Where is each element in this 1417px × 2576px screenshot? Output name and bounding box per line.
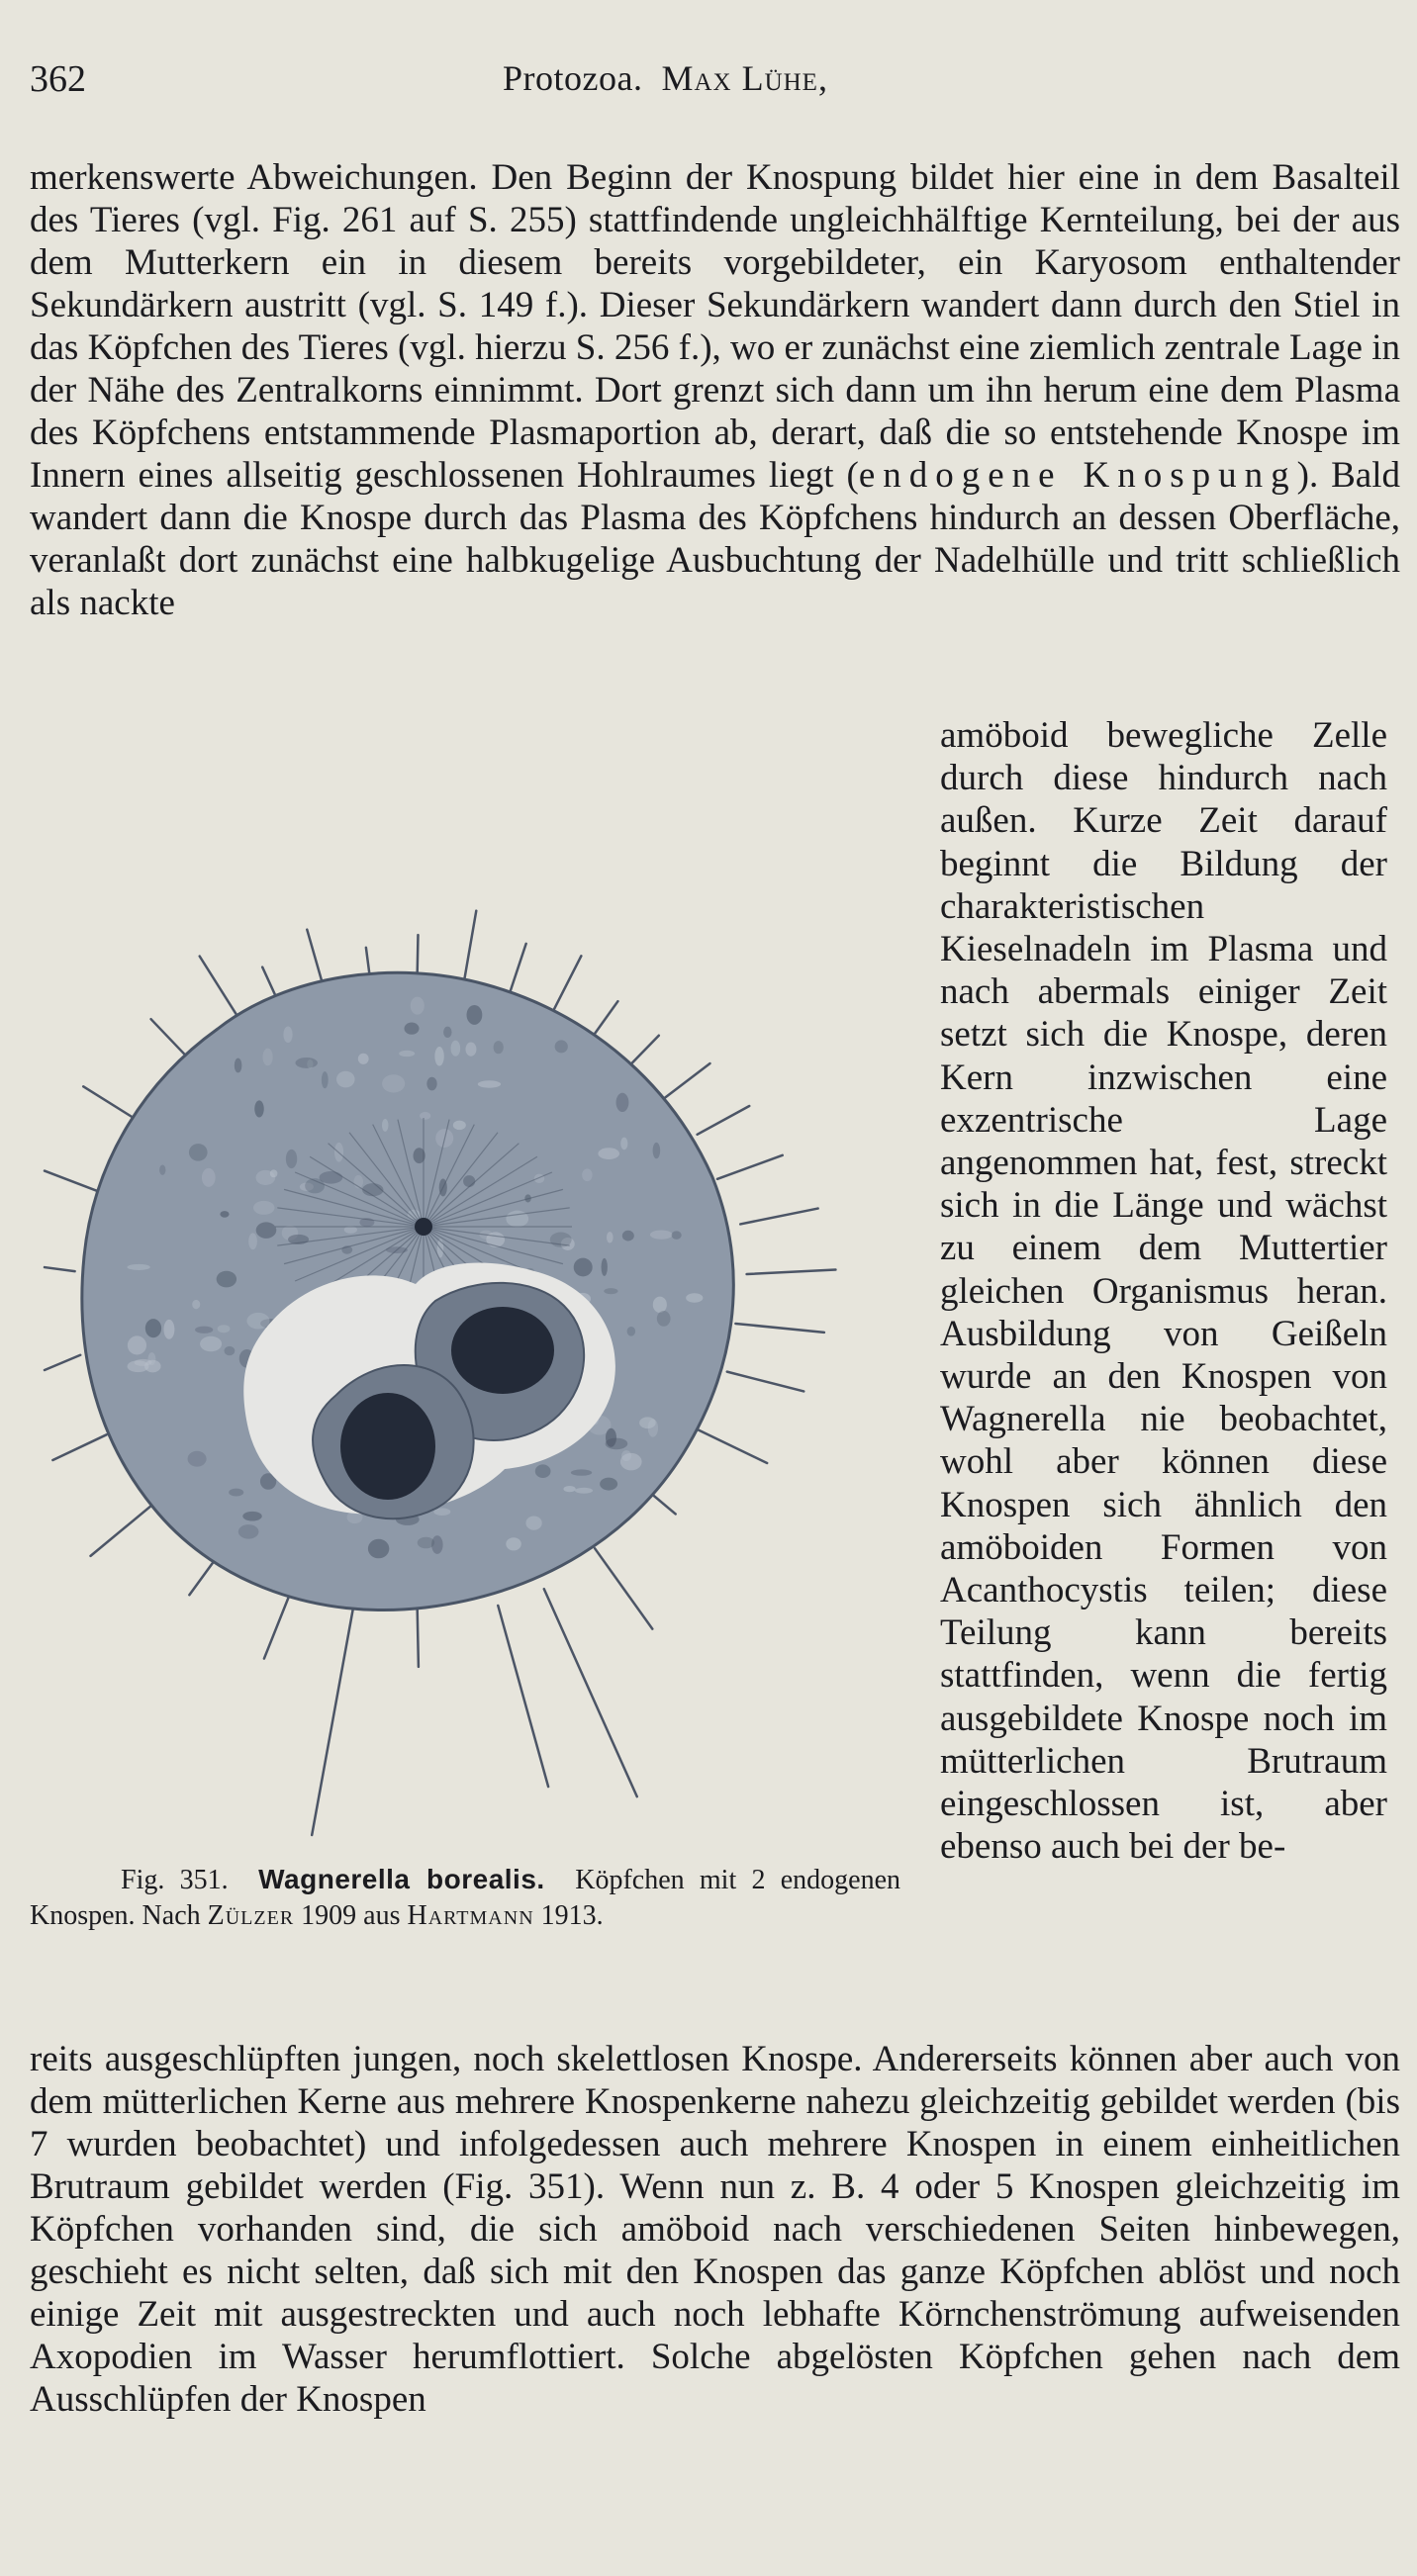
plasma-granule xyxy=(598,1148,619,1159)
plasma-granule xyxy=(616,1093,629,1112)
plasma-granule xyxy=(574,1258,593,1277)
plasma-granule xyxy=(195,1327,213,1334)
plasma-granule xyxy=(225,1346,236,1355)
caption-text-1: Köpfchen mit 2 endogenen Knospen. Nach xyxy=(30,1865,901,1931)
plasma-granule xyxy=(242,1512,261,1521)
plasma-granule xyxy=(217,1271,236,1288)
plasma-granule xyxy=(420,1112,430,1120)
plasma-granule xyxy=(411,997,425,1015)
plasma-granule xyxy=(650,1231,673,1240)
axopodium-spine xyxy=(498,1606,548,1787)
plasma-granule xyxy=(506,1537,520,1550)
page-number: 362 xyxy=(30,58,86,100)
plasma-granule xyxy=(399,1051,415,1057)
axopodium-spine xyxy=(717,1155,783,1179)
plasma-granule xyxy=(627,1327,635,1336)
plasma-granule xyxy=(404,1023,419,1035)
axopodium-spine xyxy=(45,1355,80,1370)
plasma-granule xyxy=(426,1077,436,1091)
plasma-granule xyxy=(286,1150,297,1168)
plasma-granule xyxy=(648,1419,658,1436)
axopodium-spine xyxy=(696,1428,767,1463)
plasma-granule xyxy=(451,1041,461,1057)
plasma-granule xyxy=(192,1300,200,1309)
plasma-granule xyxy=(235,1058,242,1073)
running-author: Max Lühe, xyxy=(661,58,828,98)
caption-author-1: Zülzer xyxy=(207,1900,295,1931)
plasma-granule xyxy=(494,1041,504,1054)
plasma-granule xyxy=(418,1537,434,1549)
plasma-granule xyxy=(604,1288,617,1294)
axopodium-spine xyxy=(91,1499,159,1555)
plasma-granule xyxy=(672,1231,682,1239)
axopodium-spine xyxy=(595,1548,652,1628)
plasma-granule xyxy=(382,1119,389,1132)
plasma-granule xyxy=(202,1168,216,1187)
plasma-granule xyxy=(189,1144,208,1161)
term-endogene-knospung: endogene Knospung xyxy=(858,455,1297,496)
axopodium-spine xyxy=(418,1608,419,1667)
plasma-granule xyxy=(686,1293,703,1302)
paragraph-top-part-2: ). Bald wandert dann die Knospe durch das Plasma des Köpfchens hindurch an dessen Oberfläche, veranlaßt dort zunächst eine halbkugelige Ausbuchtung der Nadelhülle und tritt schließlich als nackte xyxy=(30,455,1401,623)
plasma-granule xyxy=(229,1489,243,1497)
plasma-granule xyxy=(246,1313,269,1330)
plasma-granule xyxy=(653,1297,667,1313)
plasma-granule xyxy=(218,1325,231,1333)
caption-title: Wagnerella borealis. xyxy=(258,1864,545,1894)
paragraph-bottom: reits ausgeschlüpften jungen, noch skelettlosen Knospe. Andererseits können aber auch von dem mütterlichen Kerne aus mehrere Knospenkerne nahezu gleichzeitig gebildet werden (bis 7 wurden beobachtet) und infolgedessen auch mehrere Knospen in einem einheitlichen Brutraum gebildet werden (Fig. 351). Wenn nun z. B. 4 oder 5 Knospen gleichzeitig im Köpfchen vorhanden sind, die sich amöboid nach verschiedenen Seiten hinbewegen, geschieht es nicht selten, daß sich mit den Knospen das ganze Köpfchen ablöst und noch einige Zeit mit ausgestreckten und auch noch lebhafte Körnchenströmung aufweisenden Axopodien im Wasser herumflottiert. Solche abgelösten Köpfchen gehen nach dem Ausschlüpfen der Knospen xyxy=(30,2039,1400,2420)
bud-upper-nucleus xyxy=(451,1307,554,1394)
plasma-granule xyxy=(253,1201,275,1215)
plasma-granule xyxy=(620,1453,642,1471)
plasma-granule xyxy=(486,1232,505,1246)
plasma-granule xyxy=(606,1438,628,1450)
paragraph-top-part-1: merkenswerte Abweichungen. Den Beginn der Knospung bildet hier eine in dem Basalteil des Tieres (vgl. Fig. 261 auf S. 255) stattfindende ungleichhälftige Kernteilung, bei der aus dem Mutterkern ein in diesem bereits vorgebildeter, ein Karyosom enthaltender Sekundärkern austritt (vgl. S. 149 f.). Dieser Sekundärkern wandert dann durch den Stiel in das Köpfchen des Tieres (vgl. hierzu S. 256 f.), wo er zunächst eine ziemlich zentrale Lage in der Nähe des Zentralkorns einnimmt. Dort grenzt sich dann um ihn herum eine dem Plasma des Köpfchens entstammende Plasmaportion ab, derart, daß die so entstehende Knospe im Innern eines allseitig geschlossenen Hohlraumes liegt ( xyxy=(30,157,1400,496)
plasma-granule xyxy=(463,1175,475,1187)
plasma-granule xyxy=(358,1054,369,1064)
axopodium-spine xyxy=(727,1372,804,1392)
plasma-granule xyxy=(467,1005,483,1025)
wagnerella-illustration xyxy=(40,762,910,1840)
axopodium-spine xyxy=(740,1209,817,1225)
plasma-granule xyxy=(362,1183,383,1196)
plasma-granule xyxy=(465,1043,476,1057)
plasma-granule xyxy=(535,1464,551,1478)
central-grain xyxy=(415,1218,432,1236)
plasma-granule xyxy=(135,1359,152,1366)
plasma-granule xyxy=(555,1040,568,1053)
axopodium-spine xyxy=(735,1324,824,1333)
plasma-granule xyxy=(295,1058,317,1068)
plasma-granule xyxy=(653,1143,661,1158)
paragraph-top xyxy=(30,156,1400,624)
plasma-granule xyxy=(283,1026,292,1043)
plasma-granule xyxy=(368,1539,389,1559)
plasma-granule xyxy=(220,1211,229,1218)
plasma-granule xyxy=(657,1311,671,1327)
plasma-granule xyxy=(525,1516,541,1529)
plasma-granule xyxy=(127,1264,149,1270)
plasma-granule xyxy=(534,1174,544,1183)
figure-wagnerella xyxy=(40,762,910,1840)
plasma-granule xyxy=(145,1319,161,1337)
axopodium-spine xyxy=(747,1270,836,1274)
plasma-granule xyxy=(262,1049,272,1066)
plasma-granule xyxy=(453,1121,466,1130)
axopodium-spine xyxy=(663,1063,710,1099)
plasma-granule xyxy=(478,1080,501,1087)
plasma-granule xyxy=(159,1165,165,1175)
caption-label: Fig. 351. xyxy=(121,1865,229,1895)
plasma-granule xyxy=(571,1469,592,1475)
plasma-granule xyxy=(622,1231,634,1242)
plasma-granule xyxy=(188,1451,207,1467)
plasma-granule xyxy=(602,1258,608,1276)
paragraph-side-column: amöboid bewegliche Zelle durch diese hindurch nach außen. Kurze Zeit darauf beginnt die Bildung der charakteristischen Kieselnadeln im Plasma und nach abermals einiger Zeit setzt sich die Knospe, deren Kern inzwischen eine exzentrische Lage angenommen hat, fest, streckt sich in die Länge und wächst zu einem dem Muttertier gleichen Organismus heran. Ausbildung von Geißeln wurde an den Knospen von Wagnerella nie beobachtet, wohl aber können diese Knospen sich ähnlich den amöboiden Formen von Acanthocystis teilen; diese Teilung kann bereits stattfinden, wenn die fertig ausgebildete Knospe noch im mütterlichen Brutraum eingeschlossen ist, aber ebenso auch bei der be- xyxy=(940,715,1387,1868)
bud-lower-nucleus xyxy=(340,1393,435,1500)
plasma-granule xyxy=(582,1168,592,1181)
plasma-granule xyxy=(575,1488,593,1494)
plasma-granule xyxy=(128,1335,146,1354)
axopodium-spine xyxy=(52,1434,106,1460)
axopodium-spine xyxy=(544,1589,637,1796)
figure-caption xyxy=(30,1862,900,1934)
plasma-granule xyxy=(320,1171,343,1184)
axopodium-spine xyxy=(45,1267,75,1271)
plasma-granule xyxy=(248,1233,257,1249)
running-title-prefix: Protozoa. xyxy=(503,58,643,98)
caption-text-2: 1909 aus xyxy=(301,1900,401,1931)
plasma-granule xyxy=(322,1071,329,1088)
plasma-granule xyxy=(382,1074,405,1092)
plasma-granule xyxy=(563,1486,575,1492)
caption-author-2: Hartmann xyxy=(407,1900,534,1931)
plasma-granule xyxy=(336,1071,355,1088)
running-title xyxy=(503,57,828,99)
axopodium-spine xyxy=(312,1593,356,1835)
axopodium-spine xyxy=(698,1106,750,1135)
caption-text-3: 1913. xyxy=(540,1900,604,1931)
plasma-granule xyxy=(270,1169,278,1177)
plasma-granule xyxy=(163,1320,174,1339)
page-header xyxy=(30,57,1395,117)
plasma-granule xyxy=(238,1524,259,1539)
plasma-granule xyxy=(620,1138,627,1150)
plasma-granule xyxy=(434,1047,443,1065)
plasma-granule xyxy=(256,1222,277,1239)
plasma-granule xyxy=(443,1027,451,1038)
axopodium-spine xyxy=(45,1171,100,1192)
plasma-granule xyxy=(607,1232,614,1242)
plasma-granule xyxy=(200,1336,222,1351)
plasma-granule xyxy=(254,1100,263,1117)
plasma-granule xyxy=(600,1478,617,1491)
